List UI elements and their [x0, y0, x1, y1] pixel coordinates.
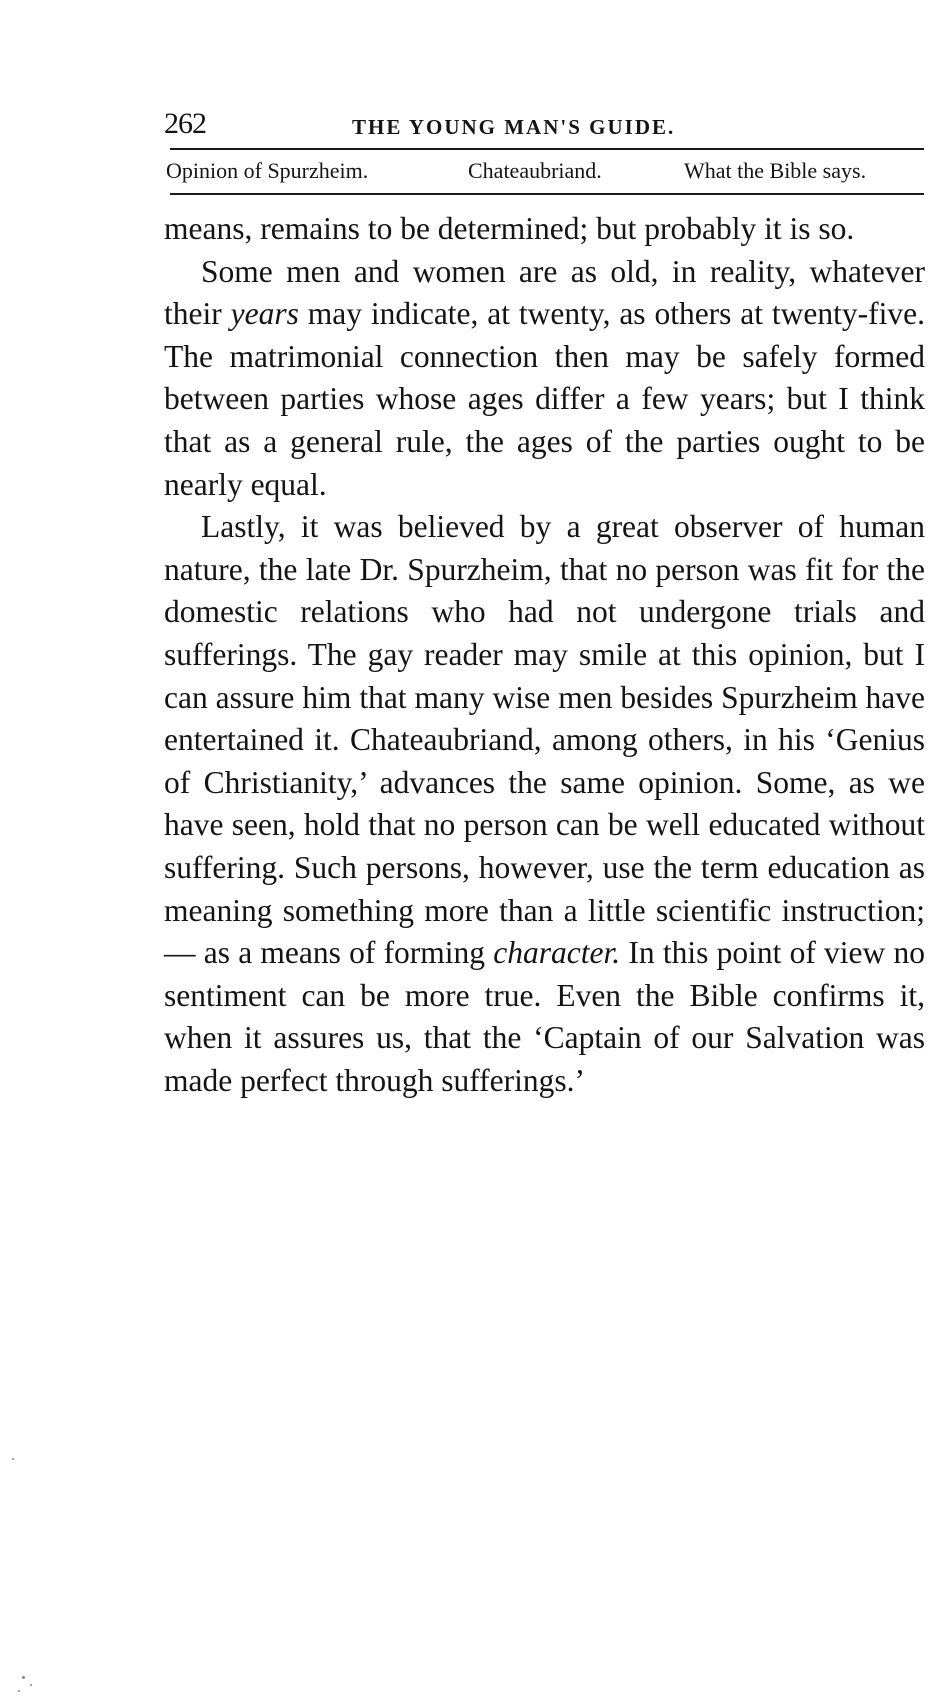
running-title: THE YOUNG MAN'S GUIDE.	[352, 115, 676, 139]
paragraph-text: In this point of view no sentiment can be more true. Even the Bible confirms it, when it assures us, that the ‘Captain of our Salvation was made perfect through sufferings.’	[164, 935, 925, 1098]
paragraph-text: Lastly, it was believed by a great observer of human nature, the late Dr. Spurzheim, that no person was fit for the domestic relations who had not undergone trials and sufferings. The gay reader may smile at this opinion, but I can assure him that many wise men besides Spurzheim have entertained it. Chateaubriand, among others, in his ‘Genius of Christianity,’ advances the same opinion. Some, as we have seen, hold that no person can be well educated without suffering. Such persons, however, use the term education as meaning something more than a little scientific instruction; — as a means of forming	[164, 509, 925, 971]
paragraph-text: Some men and women are as old, in reality, whatever their	[164, 253, 925, 332]
paragraph-text: may indicate, at twenty, as others at twenty-five. The matrimonial connection then may be safely formed between parties whose ages differ a few years; but I think that as a general rule, the ages of the parties ought to be nearly equal.	[164, 296, 925, 502]
paragraph-text: means, remains to be determined; but probably it is so.	[164, 211, 855, 246]
emphasis-years: years	[230, 296, 299, 332]
paper-speck	[22, 1676, 25, 1679]
paper-speck	[30, 1684, 32, 1686]
subhead-bible: What the Bible says.	[684, 158, 867, 183]
header-rule-top	[170, 148, 924, 150]
topic-subheader	[166, 156, 924, 186]
paragraph-sufferings	[164, 506, 925, 1102]
subhead-spurzheim: Opinion of Spurzheim.	[166, 158, 369, 183]
paragraph-ages	[164, 251, 925, 507]
emphasis-character: character.	[493, 935, 621, 971]
paper-speck	[12, 1458, 14, 1460]
page-header	[164, 104, 924, 144]
paragraph-continuation	[164, 208, 925, 251]
subhead-chateaubriand: Chateaubriand.	[468, 158, 602, 183]
header-rule-bottom	[170, 193, 924, 195]
page-number: 262	[164, 107, 206, 140]
paper-speck	[18, 1690, 20, 1692]
body-text	[164, 208, 925, 1102]
